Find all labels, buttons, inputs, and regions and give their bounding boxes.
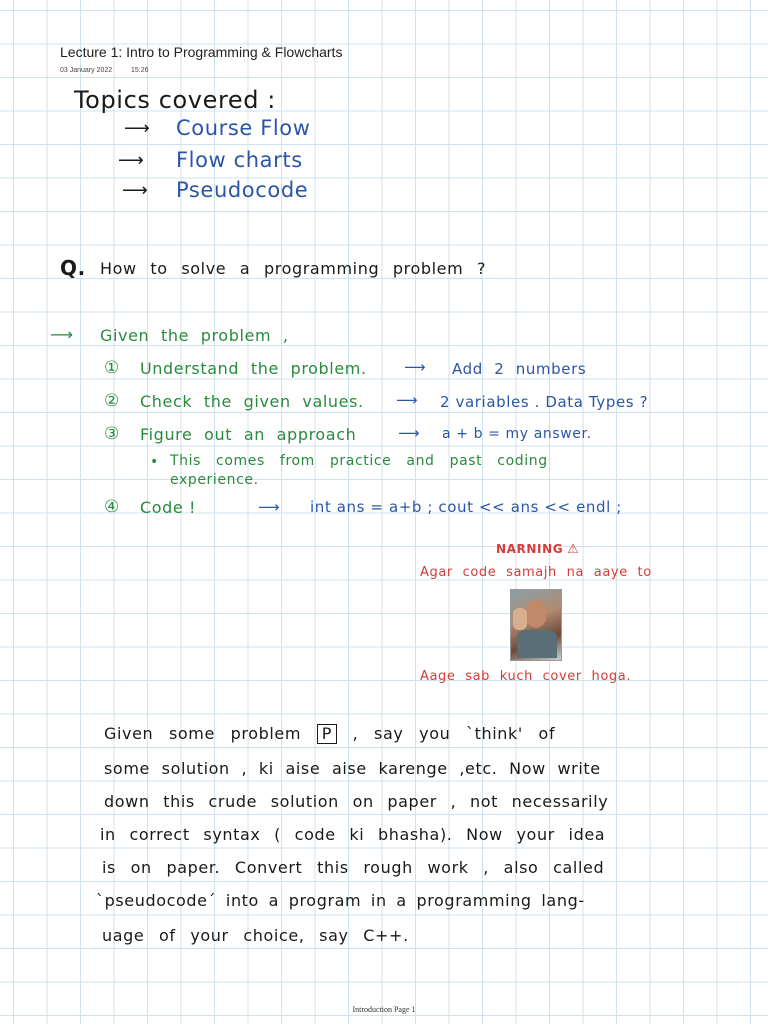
step-number: ③ [104,424,120,444]
warning-label: NARNING ⚠ [496,542,580,557]
paragraph-line: is on paper. Convert this rough work , also called [102,858,605,877]
warning-line1: Agar code samajh na aaye to [420,565,652,580]
arrow-icon: ⟶ [124,118,151,139]
bullet-text-cont: experience. [170,472,259,488]
page-time: 15:26 [131,67,149,74]
step-number: ② [104,391,120,411]
steps-intro: Given the problem , [100,326,289,345]
step-number: ④ [104,497,120,517]
topic-item: Flow charts [176,148,303,172]
question-marker: Q. [60,256,86,280]
page-title: Lecture 1: Intro to Programming & Flowcharts [60,44,343,60]
step-label: Understand the problem. [140,359,367,378]
step-number: ① [104,358,120,378]
topics-heading: Topics covered : [74,86,276,114]
paragraph-line: Given some problem P , say you `think' of [104,724,556,743]
step-label: Check the given values. [140,392,364,411]
paragraph-line: uage of your choice, say C++. [102,926,409,945]
paragraph-line: some solution , ki aise aise karenge ,etc. Now write [104,759,601,778]
page-date: 03 January 2022 [60,67,113,74]
arrow-icon: ⟶ [50,325,74,344]
arrow-icon: ⟶ [404,358,427,376]
step-label: Code ! [140,498,197,517]
meme-photo [510,589,562,661]
step-example: int ans = a+b ; cout << ans << endl ; [310,498,622,516]
page-footer: Introduction Page 1 [352,1005,416,1014]
bullet-icon: • [150,454,159,470]
topic-item: Pseudocode [176,178,309,202]
step-example: a + b = my answer. [442,426,592,442]
arrow-icon: ⟶ [396,391,419,409]
arrow-icon: ⟶ [398,424,421,442]
question-text: How to solve a programming problem ? [100,259,487,278]
arrow-icon: ⟶ [258,498,281,516]
step-example: Add 2 numbers [452,360,587,378]
paragraph-line: `pseudocode´ into a program in a programming lang- [96,891,585,910]
arrow-icon: ⟶ [122,180,149,201]
problem-box: P [317,724,337,744]
warning-line2: Aage sab kuch cover hoga. [420,669,632,684]
bullet-text: This comes from practice and past coding [170,453,548,469]
paragraph-line: down this crude solution on paper , not necessarily [104,792,609,811]
warning-triangle-icon: ⚠ [567,542,580,557]
step-example: 2 variables . Data Types ? [440,393,649,411]
step-label: Figure out an approach [140,425,357,444]
arrow-icon: ⟶ [118,150,145,171]
topic-item: Course Flow [176,116,311,140]
paragraph-line: in correct syntax ( code ki bhasha). Now your idea [100,825,606,844]
